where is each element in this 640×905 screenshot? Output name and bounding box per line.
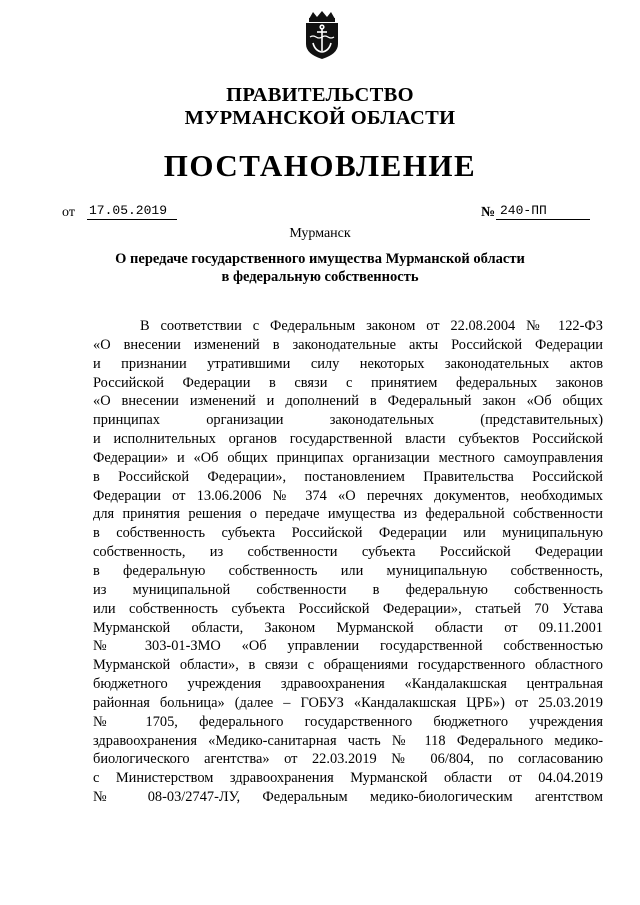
body-line: Федерации от 13.06.2006 № 374 «О перечнях документов, необходимых [93,487,603,504]
body-line: районная больница» (далее – ГОБУЗ «Кандалакшская ЦРБ») от 25.03.2019 [93,694,603,711]
murmansk-coat-of-arms-icon [303,10,341,60]
body-line: Мурманской области», в связи с обращениями государственного областного [93,657,603,674]
body-line: с Министерством здравоохранения Мурманской области от 04.04.2019 [93,770,603,787]
date-value: 17.05.2019 [87,203,177,220]
body-line: или собственность субъекта Российской Федерации», статьей 70 Устава [93,600,603,617]
body-line: Российской Федерации в связи с принятием федеральных законов [93,374,603,391]
body-line: № 08-03/2747-ЛУ, Федеральным медико-биологическим агентством [93,789,603,806]
org-title-line1: ПРАВИТЕЛЬСТВО [226,84,414,106]
date-label: от [62,205,75,220]
body-line: из муниципальной собственности в федеральную собственность [93,581,603,598]
body-line: Федерации» и «Об общих принципах организации местного самоуправления [93,449,603,466]
body-line: в собственность субъекта Российской Федерации или муниципальную [93,525,603,542]
body-line: бюджетного учреждения здравоохранения «Кандалакшская центральная [93,676,603,693]
body-line: № 1705, федерального государственного бюджетного учреждения [93,713,603,730]
body-line: В соответствии с Федеральным законом от 22.08.2004 № 122-ФЗ [140,318,603,334]
body-line: для принятия решения о передаче имущества из федеральной собственности [93,506,603,523]
body-line: в Российской Федерации», постановлением Правительства Российской [93,468,603,485]
org-title-line2: МУРМАНСКОЙ ОБЛАСТИ [184,107,456,129]
body-line: и исполнительных органов государственной власти субъектов Российской [93,431,603,448]
body-line: в федеральную собственность или муниципальную собственность, [93,562,603,579]
body-line: Мурманской области, Законом Мурманской области от 09.11.2001 [93,619,603,636]
city-name: Мурманск [289,226,351,241]
document-type-title: ПОСТАНОВЛЕНИЕ [163,148,477,183]
body-line: собственность, из собственности субъекта Российской Федерации [93,544,603,561]
body-line: № 303-01-ЗМО «Об управлении государственной собственностью [93,638,603,655]
body-paragraph [93,317,603,807]
body-line: и признании утратившими силу некоторых законодательных актов [93,355,603,372]
subject-line2: в федеральную собственность [221,269,419,285]
number-label: № [481,205,496,220]
body-line: биологического агентства» от 22.03.2019 № 06/804, по согласованию [93,751,603,768]
body-line: «О внесении изменений в законодательные акты Российской Федерации [93,336,603,353]
subject-line1: О передаче государственного имущества Мурманской области [115,251,525,267]
body-line: принципах организации законодательных (представительных) [93,412,603,429]
body-line: «О внесении изменений и дополнений в Федеральный закон «Об общих [93,393,603,410]
number-value: 240-ПП [496,203,590,220]
body-line: здравоохранения «Медико-санитарная часть № 118 Федерального медико- [93,732,603,749]
